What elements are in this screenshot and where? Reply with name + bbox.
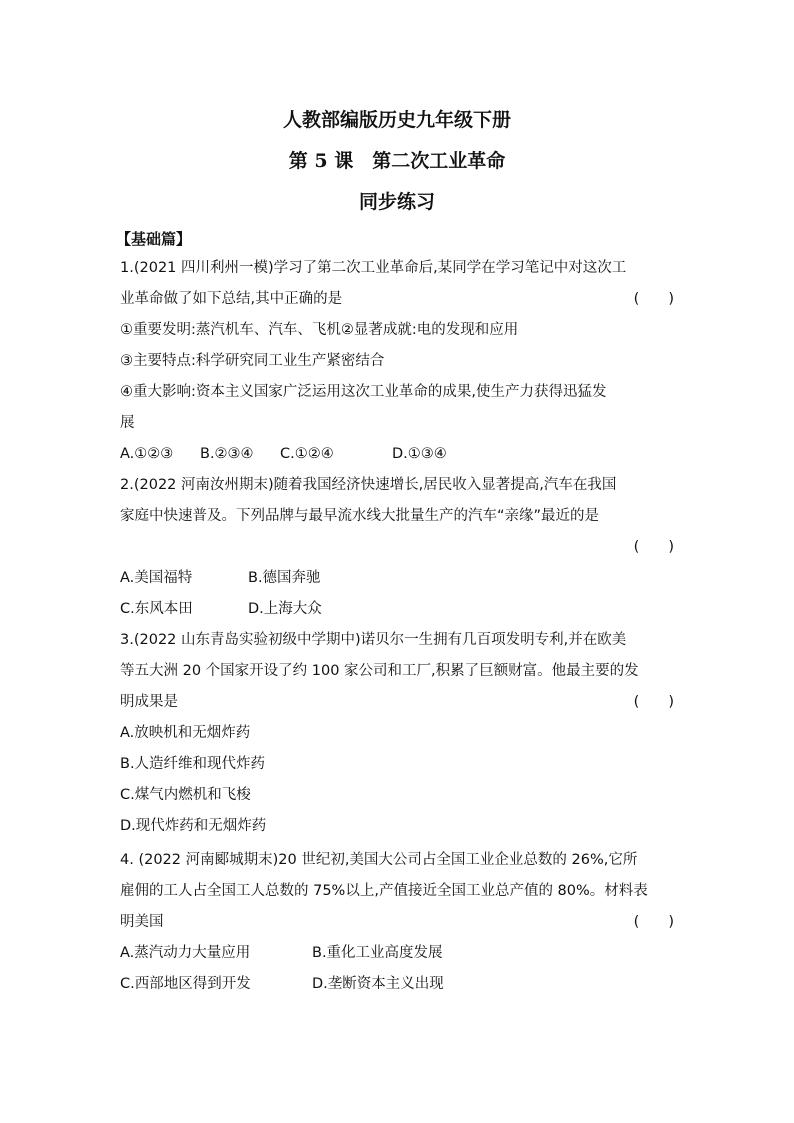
q4-stem-line: 明美国 ( ) xyxy=(120,907,680,938)
q1-statement: ④重大影响:资本主义国家广泛运用这次工业革命的成果,使生产力获得迅猛发 xyxy=(120,384,607,400)
option-d: D.上海大众 xyxy=(248,601,322,617)
option-d: D.①③④ xyxy=(392,446,447,462)
option-d: D.现代炸药和无烟炸药 xyxy=(120,818,267,834)
option-c: C.东风本田 xyxy=(120,601,193,617)
option-a: A.美国福特 xyxy=(120,570,193,586)
q4-stem-line: 雇佣的工人占全国工人总数的 75%以上,产值接近全国工业总产值的 80%。材料表 xyxy=(120,883,648,899)
q2-answer-line xyxy=(120,532,680,563)
q1-statement: ①重要发明:蒸汽机车、汽车、飞机②显著成就:电的发现和应用 xyxy=(120,322,519,338)
q3-stem-line: 3.(2022 山东青岛实验初级中学期中)诺贝尔一生拥有几百项发明专利,并在欧美 xyxy=(120,632,627,648)
q3-stem-line: 等五大洲 20 个国家开设了约 100 家公司和工厂,积累了巨额财富。他最主要的发 xyxy=(120,663,639,679)
q4-options xyxy=(120,969,680,1000)
option-b: B.德国奔驰 xyxy=(248,570,321,586)
option-b: B.重化工业高度发展 xyxy=(312,945,443,961)
option-b: B.人造纤维和现代炸药 xyxy=(120,756,266,772)
question-3 xyxy=(120,625,680,842)
q4-stem-line: 4. (2022 河南郾城期末)20 世纪初,美国大公司占全国工业企业总数的 26%,它所 xyxy=(120,852,638,868)
q2-stem-line: 2.(2022 河南汝州期末)随着我国经济快速增长,居民收入显著提高,汽车在我国 xyxy=(120,477,617,493)
option-a: A.蒸汽动力大量应用 xyxy=(120,945,251,961)
q2-stem-line: 家庭中快速普及。下列品牌与最早流水线大批量生产的汽车“亲缘”最近的是 xyxy=(120,508,600,524)
q1-stem-line: 1.(2021 四川利州一模)学习了第二次工业革命后,某同学在学习笔记中对这次工 xyxy=(120,260,627,276)
q2-options xyxy=(120,594,680,625)
doc-title: 人教部编版历史九年级下册 xyxy=(282,109,511,131)
q1-statement: 展 xyxy=(120,415,135,431)
question-4 xyxy=(120,845,680,1000)
option-b: B.②③④ xyxy=(200,446,254,462)
answer-blank: ( ) xyxy=(633,914,674,930)
option-d: D.垄断资本主义出现 xyxy=(312,976,444,992)
doc-subtitle: 同步练习 xyxy=(358,191,435,213)
q1-statement: ③主要特点:科学研究同工业生产紧密结合 xyxy=(120,353,385,369)
answer-blank: ( ) xyxy=(633,291,674,307)
question-2 xyxy=(120,470,680,625)
q1-stem-line: 业革命做了如下总结,其中正确的是 ( ) xyxy=(120,284,680,315)
option-a: A.放映机和无烟炸药 xyxy=(120,725,251,741)
answer-blank: ( ) xyxy=(633,694,674,710)
option-c: C.煤气内燃机和飞梭 xyxy=(120,787,251,803)
section-heading: 【基础篇】 xyxy=(116,230,192,248)
q3-stem-line: 明成果是 ( ) xyxy=(120,687,680,718)
question-1 xyxy=(120,253,680,470)
option-c: C.西部地区得到开发 xyxy=(120,976,251,992)
q1-options xyxy=(120,439,680,470)
answer-blank: ( ) xyxy=(633,539,674,555)
option-a: A.①②③ xyxy=(120,446,174,462)
lesson-title: 第 5 课 第二次工业革命 xyxy=(288,150,506,172)
q4-options xyxy=(120,938,680,969)
q2-options xyxy=(120,563,680,594)
option-c: C.①②④ xyxy=(280,446,334,462)
